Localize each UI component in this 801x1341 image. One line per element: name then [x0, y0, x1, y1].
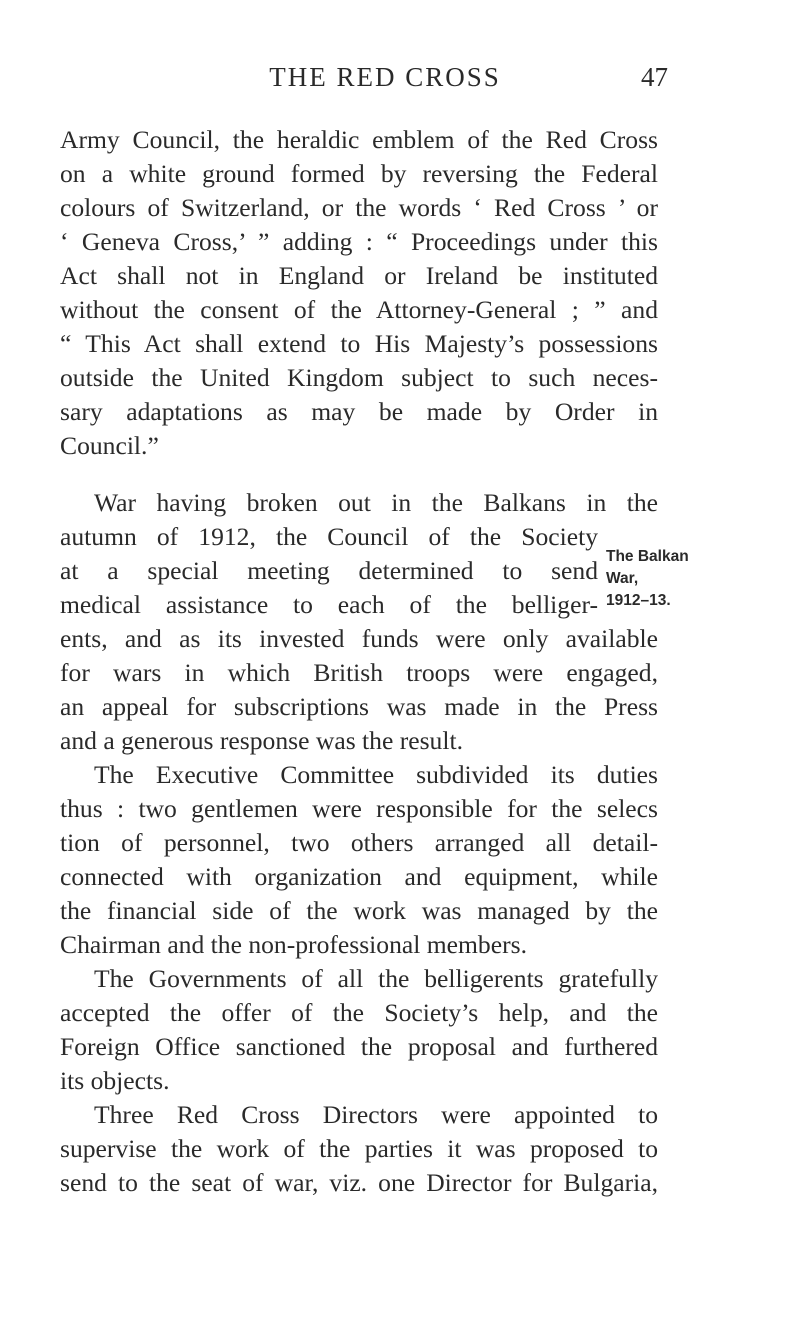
text-line: supervise the work of the parties it was proposed to [60, 1134, 658, 1163]
text-line: thus : two gentlemen were responsible for the selecs [60, 794, 658, 823]
sidenote-line: 1912–13. [606, 592, 671, 609]
text-line: on a white ground formed by reversing the Federal [60, 159, 658, 188]
text-line: at a special meeting determined to send [60, 556, 598, 585]
running-title: THE RED CROSS [269, 62, 501, 92]
text-line: ents, and as its invested funds were only available [60, 624, 658, 653]
text-line: an appeal for subscriptions was made in the Press [60, 692, 658, 721]
text-line: The Governments of all the belligerents gratefully [94, 964, 658, 993]
text-line: without the consent of the Attorney-General ; ” and [60, 295, 658, 324]
text-line: and a generous response was the result. [60, 726, 463, 755]
text-line: tion of personnel, two others arranged all detail- [60, 828, 658, 857]
text-line: Council.” [60, 431, 159, 460]
text-line: sary adaptations as may be made by Order in [60, 397, 658, 426]
sidenote-line: War, [606, 570, 639, 587]
text-line: The Executive Committee subdivided its duties [94, 760, 658, 789]
text-line: Foreign Office sanctioned the proposal and furthered [60, 1032, 658, 1061]
text-line: send to the seat of war, viz. one Director for Bulgaria, [60, 1168, 658, 1197]
text-line: outside the United Kingdom subject to such neces- [60, 363, 658, 392]
text-line: Three Red Cross Directors were appointed to [94, 1100, 658, 1129]
text-line: Chairman and the non-professional members. [60, 930, 527, 959]
text-line: “ This Act shall extend to His Majesty’s possessions [60, 329, 658, 358]
margin-sidenote [606, 546, 716, 612]
sidenote-line: The Balkan [606, 548, 689, 565]
text-line: the financial side of the work was managed by the [60, 896, 658, 925]
text-line: Act shall not in England or Ireland be instituted [60, 261, 658, 290]
text-line: War having broken out in the Balkans in the [94, 488, 658, 517]
running-head [0, 62, 801, 102]
text-line: Army Council, the heraldic emblem of the Red Cross [60, 125, 658, 154]
text-line: for wars in which British troops were engaged, [60, 658, 658, 687]
page-number: 47 [641, 62, 668, 92]
text-line: connected with organization and equipment, while [60, 862, 658, 891]
text-line: colours of Switzerland, or the words ‘ Red Cross ’ or [60, 193, 658, 222]
text-line: ‘ Geneva Cross,’ ” adding : “ Proceedings under this [60, 227, 658, 256]
text-line: medical assistance to each of the belliger- [60, 590, 598, 619]
text-line: autumn of 1912, the Council of the Society [60, 522, 598, 551]
text-line: accepted the offer of the Society’s help, and the [60, 998, 658, 1027]
text-line: its objects. [60, 1066, 170, 1095]
